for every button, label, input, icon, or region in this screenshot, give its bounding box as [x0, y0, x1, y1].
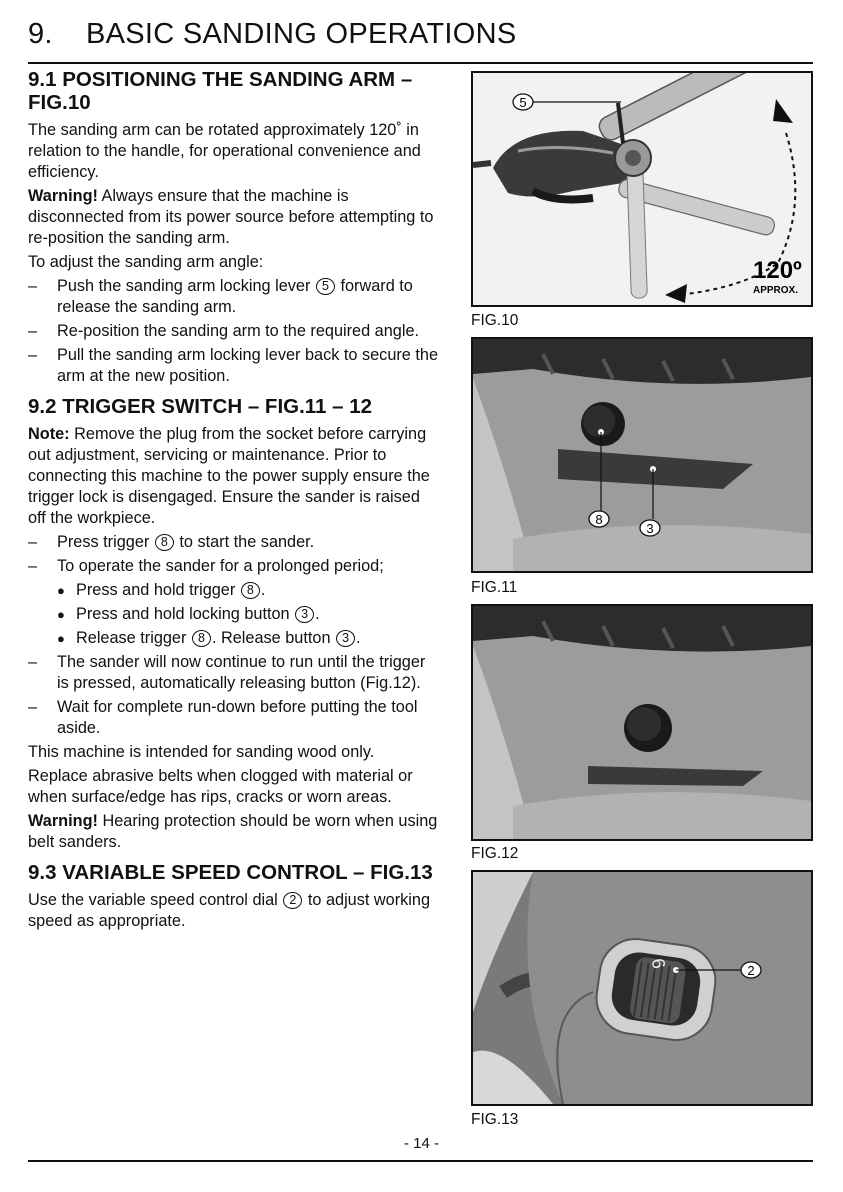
paragraph: Replace abrasive belts when clogged with material or when surface/edge has rips, cracks or worn areas.: [28, 767, 413, 806]
list-item: – Pull the sanding arm locking lever back to secure the arm at the new position.: [28, 346, 439, 385]
list-item: – Press trigger 8 to start the sander.: [28, 533, 315, 551]
figure-caption: FIG.12: [471, 845, 519, 862]
bottom-rule: [28, 1160, 813, 1162]
callout-number: 8: [241, 582, 260, 599]
angle-label: 120º: [753, 257, 802, 284]
callout-number: 5: [316, 278, 335, 295]
figure-10-photo: [471, 71, 813, 307]
paragraph: This machine is intended for sanding wood only.: [28, 743, 375, 761]
figure-12-photo: [471, 604, 813, 841]
paragraph: Use the variable speed control dial 2 to adjust working speed as appropriate.: [28, 891, 431, 930]
callout-number: 3: [336, 630, 355, 647]
section-heading-9-3: 9.3 VARIABLE SPEED CONTROL – FIG.13: [28, 861, 433, 884]
list-item: – Push the sanding arm locking lever 5 forward to release the sanding arm.: [28, 277, 413, 316]
top-rule: [28, 62, 813, 64]
callout-number: 5: [519, 95, 527, 110]
callout-number: 3: [295, 606, 314, 623]
page-number: - 14 -: [403, 1135, 439, 1152]
warning-paragraph: Warning! Hearing protection should be worn when using belt sanders.: [28, 812, 438, 851]
dial-number: 6: [647, 956, 670, 971]
warning-label: Warning!: [28, 187, 98, 205]
trigger-switch-photo: [473, 339, 811, 571]
text-column: [28, 68, 438, 935]
bullet-item: ● Press and hold locking button 3 .: [57, 605, 320, 623]
speed-dial-photo: [473, 872, 811, 1104]
callout-number: 8: [595, 512, 603, 527]
section-heading-9-1: 9.1 POSITIONING THE SANDING ARM – FIG.10: [28, 68, 413, 114]
figure-caption: FIG.11: [471, 579, 518, 596]
warning-paragraph: Warning! Always ensure that the machine is disconnected from its power source before attempting to re-position the sanding arm.: [28, 187, 434, 247]
callout-number: 8: [192, 630, 211, 647]
section-heading-9-2: 9.2 TRIGGER SWITCH – FIG.11 – 12: [28, 395, 373, 418]
paragraph: To adjust the sanding arm angle:: [28, 253, 264, 271]
note-label: Note:: [28, 425, 70, 443]
bullet-item: ● Release trigger 8 . Release button 3 .: [57, 629, 361, 647]
list-item: – Wait for complete run-down before putting the tool aside.: [28, 698, 418, 737]
list-item: – The sander will now continue to run until the trigger is pressed, automatically releasing button (Fig.12).: [28, 653, 426, 692]
paragraph: The sanding arm can be rotated approximately 120˚ in relation to the handle, for operational convenience and efficiency.: [28, 121, 421, 181]
callout-number: 2: [283, 892, 302, 909]
figure-caption: FIG.13: [471, 1111, 519, 1128]
note-paragraph: Note: Remove the plug from the socket before carrying out adjustment, servicing or maintenance. Prior to connecting this machine to the power supply ensure the trigger lock is disengaged. Ensure the sander is raised off the workpiece.: [28, 425, 430, 527]
warning-label: Warning!: [28, 812, 98, 830]
bullet-item: ● Press and hold trigger 8 .: [57, 581, 266, 599]
figure-11-photo: [471, 337, 813, 573]
figure-13-photo: [471, 870, 813, 1106]
page-title: 9. BASIC SANDING OPERATIONS: [28, 18, 517, 50]
trigger-locked-photo: [473, 606, 811, 839]
approx-label: APPROX.: [753, 285, 799, 296]
callout-number: 2: [747, 963, 755, 978]
list-item: – To operate the sander for a prolonged period;: [28, 557, 384, 575]
callout-number: 8: [155, 534, 174, 551]
list-item: – Re-position the sanding arm to the required angle.: [28, 322, 420, 340]
callout-number: 3: [646, 521, 654, 536]
sander-arm-illustration: [473, 73, 811, 305]
figure-caption: FIG.10: [471, 312, 519, 329]
